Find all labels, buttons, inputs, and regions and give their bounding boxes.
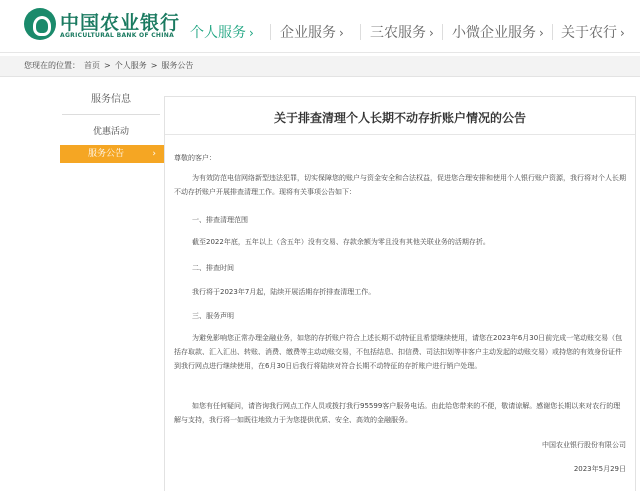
chevron-right-icon: › xyxy=(249,26,254,40)
main-nav xyxy=(180,22,640,46)
chevron-right-icon: › xyxy=(339,26,344,40)
nav-divider xyxy=(552,24,553,40)
article-title: 关于排查清理个人长期不动存折账户情况的公告 xyxy=(273,111,526,125)
chevron-right-icon: › xyxy=(539,26,544,40)
section-2-body: 我行将于2023年7月起，陆续开展活期存折排查清理工作。 xyxy=(192,288,376,296)
chevron-right-icon: › xyxy=(620,26,625,40)
site-header xyxy=(0,0,640,58)
section-2-title: 二、排查时间 xyxy=(192,264,234,272)
nav-small-business-services[interactable] xyxy=(452,22,544,42)
header-divider xyxy=(0,52,640,53)
section-1-body: 截至2022年底，五年以上（含五年）没有交易、存款余额为零且没有其他关联业务的活期存折。 xyxy=(192,238,490,246)
breadcrumb-bar xyxy=(0,56,640,77)
chevron-right-icon: › xyxy=(429,26,434,40)
nav-label: 关于农行 xyxy=(561,25,617,41)
section-1-title: 一、排查清理范围 xyxy=(192,216,248,224)
section-3-title: 三、服务声明 xyxy=(192,312,234,320)
sidebar xyxy=(62,86,160,167)
abc-logo-icon xyxy=(24,8,56,40)
article-closing: 如您有任何疑问，请咨询我行网点工作人员或拨打我行95599客户服务电话。由此给您带来的不便，敬请谅解。感谢您长期以来对农行的理解与支持，我行将一如既往地致力于为您提供优质、安全、高效的金融服务。 xyxy=(174,402,621,424)
nav-label: 三农服务 xyxy=(370,25,426,41)
nav-corporate-services[interactable] xyxy=(280,22,344,42)
logo-english-name: AGRICULTURAL BANK OF CHINA xyxy=(60,32,175,39)
article-date: 2023年5月29日 xyxy=(573,465,626,473)
nav-personal-services[interactable] xyxy=(190,22,254,42)
nav-divider xyxy=(442,24,443,40)
logo-chinese-name: 中国农业银行 xyxy=(60,12,181,34)
nav-agriculture-services[interactable] xyxy=(370,22,434,42)
breadcrumb-service-notices[interactable]: 服务公告 xyxy=(161,61,194,70)
article-intro: 为有效防范电信网络新型违法犯罪，切实保障您的账户与资金安全和合法权益，促进您合理安排和使用个人银行账户资源，我行将对个人长期不动存折账户开展排查清理工作。现将有关事项公告如下： xyxy=(174,174,626,196)
bank-logo[interactable] xyxy=(24,8,181,44)
nav-label: 个人服务 xyxy=(190,25,246,41)
sidebar-item-service-notices[interactable] xyxy=(60,145,164,163)
breadcrumb-separator: > xyxy=(150,61,158,70)
nav-divider xyxy=(270,24,271,40)
breadcrumb-home[interactable]: 首页 xyxy=(84,61,100,70)
title-divider xyxy=(165,134,635,135)
breadcrumb-prefix: 您现在的位置： xyxy=(24,61,80,70)
sidebar-item-label: 服务公告 xyxy=(87,149,124,159)
breadcrumb-personal-services[interactable]: 个人服务 xyxy=(114,61,147,70)
sidebar-item-promotions[interactable] xyxy=(62,123,160,141)
breadcrumb-separator: > xyxy=(104,61,111,70)
nav-label: 小微企业服务 xyxy=(452,25,536,41)
section-3-body: 为避免影响您正常办理金融业务，如您的存折账户符合上述长期不动特征且希望继续使用，请您在2023年6月30日前完成一笔动账交易（包括存取款、汇入汇出、转账、消费、缴费等主动动账交易，不包括结息、扣信费、司法扣划等非客户主动发起的动账交易）或持您的有效身份证件到我行网点进行继续使用，在6月30日后我行将陆续对符合长期不动特征的存折账户进行销户处理。 xyxy=(174,334,623,370)
article-panel xyxy=(164,96,636,491)
sidebar-item-label: 优惠活动 xyxy=(92,127,129,137)
breadcrumb xyxy=(24,60,197,71)
nav-label: 企业服务 xyxy=(280,25,336,41)
sidebar-divider xyxy=(62,114,160,115)
article-greeting: 尊敬的客户： xyxy=(174,154,216,162)
article-signature: 中国农业银行股份有限公司 xyxy=(542,441,626,449)
nav-divider xyxy=(360,24,361,40)
chevron-right-icon: › xyxy=(152,149,156,159)
sidebar-title: 服务信息 xyxy=(91,94,131,105)
nav-about-abc[interactable] xyxy=(561,22,625,42)
